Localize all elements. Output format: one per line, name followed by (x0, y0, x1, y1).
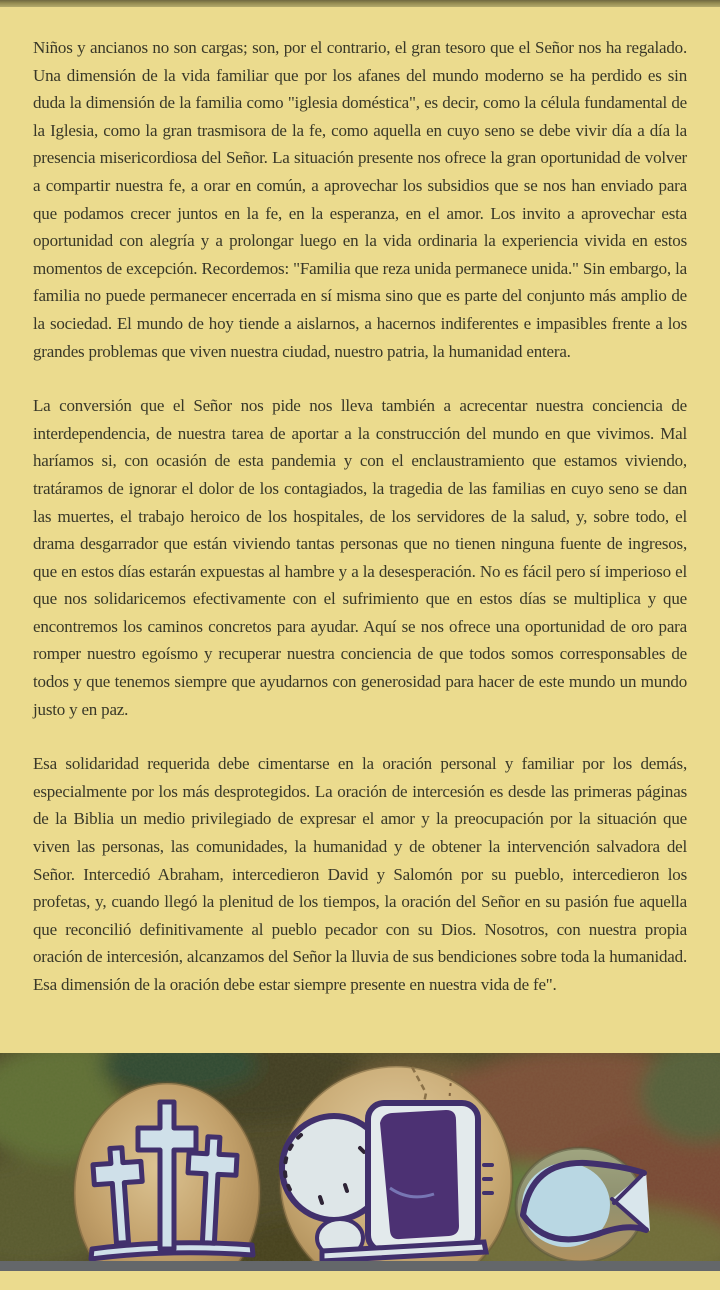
bottom-divider-strip (0, 1261, 720, 1271)
paragraph-solidarity-pandemic: La conversión que el Señor nos pide nos lleva también a acrecentar nuestra conciencia de interdependencia, de nuestra tarea de aportar a la construcción del mundo en que vivimos. Mal haríamos si, con ocasión de esta pandemia y con el enclaustramiento que estamos viviendo, tratáramos de ignorar el dolor de los contagiados, la tragedia de las familias en cuyo seno se dan las muertes, el trabajo heroico de los hospitales, de los servidores de la salud, y, sobre todo, el drama desgarrador que están viviendo tantas personas que no tienen ninguna fuente de ingresos, que en estos días estarán expuestas al hambre y a la desesperación. No es fácil pero sí imperioso el que nos solidaricemos efectivamente con el sufrimiento que en estos días se multiplica y que encontremos los caminos concretos para ayudar. Aquí se nos ofrece una oportunidad de oro para romper nuestro egoísmo y recuperar nuestra conciencia de que todos somos corresponsables de todos y que tenemos siempre que ayudarnos con generosidad para hacer de este mundo un mundo justo y en paz. (33, 396, 687, 719)
top-border-strip (0, 0, 720, 7)
painted-stones-photo (0, 1053, 720, 1261)
paragraph-intercessory-prayer: Esa solidaridad requerida debe cimentarse en la oración personal y familiar por los demás, especialmente por los más desprotegidos. La oración de intercesión es desde las primeras páginas de la Biblia un medio privilegiado de expresar el amor y la preocupación por la situación que viven las personas, las comunidades, la humanidad y de obtener la intervención salvadora del Señor. Intercedió Abraham, intercedieron David y Salomón por su pueblo, intercedieron los profetas, y, cuando llegó la plenitud de los tiempos, la oración del Señor en su pasión fue aquella que reconcilió definitivamente al pueblo pecador con su Dios. Nosotros, con nuestra propia oración de intercesión, alcanzamos del Señor la lluvia de sus bendiciones sobre toda la humanidad. Esa dimensión de la oración debe estar siempre presente en nuestra vida de fe". (33, 754, 687, 994)
tomb-doorway-icon (368, 1103, 492, 1251)
bottom-margin-strip (0, 1271, 720, 1290)
letter-body (0, 7, 720, 1053)
paragraph-family-domestic-church: Niños y ancianos no son cargas; son, por el contrario, el gran tesoro que el Señor nos ha regalado. Una dimensión de la vida familiar que por los afanes del mundo moderno se ha perdido es sin duda la dimensión de la familia como "iglesia doméstica", es decir, como la célula fundamental de la Iglesia, como la gran trasmisora de la fe, como aquella en cuyo seno se debe vivir día a día la presencia misericordiosa del Señor. La situación presente nos ofrece la gran oportunidad de volver a compartir nuestra fe, a orar en común, a aprovechar los subsidios que se nos han enviado para que podamos crecer juntos en la fe, en la esperanza, en el amor. Los invito a aprovechar esta oportunidad con alegría y a prolongar luego en la vida ordinaria la experiencia vivida en estos momentos de excepción. Recordemos: "Familia que reza unida permanece unida." Sin embargo, la familia no puede permanecer encerrada en sí misma sino que es parte del conjunto más amplio de la sociedad. El mundo de hoy tiende a aislarnos, a hacernos indiferentes e impasibles frente a los grandes problemas que viven nuestra ciudad, nuestro patria, la humanidad entera. (33, 38, 687, 361)
